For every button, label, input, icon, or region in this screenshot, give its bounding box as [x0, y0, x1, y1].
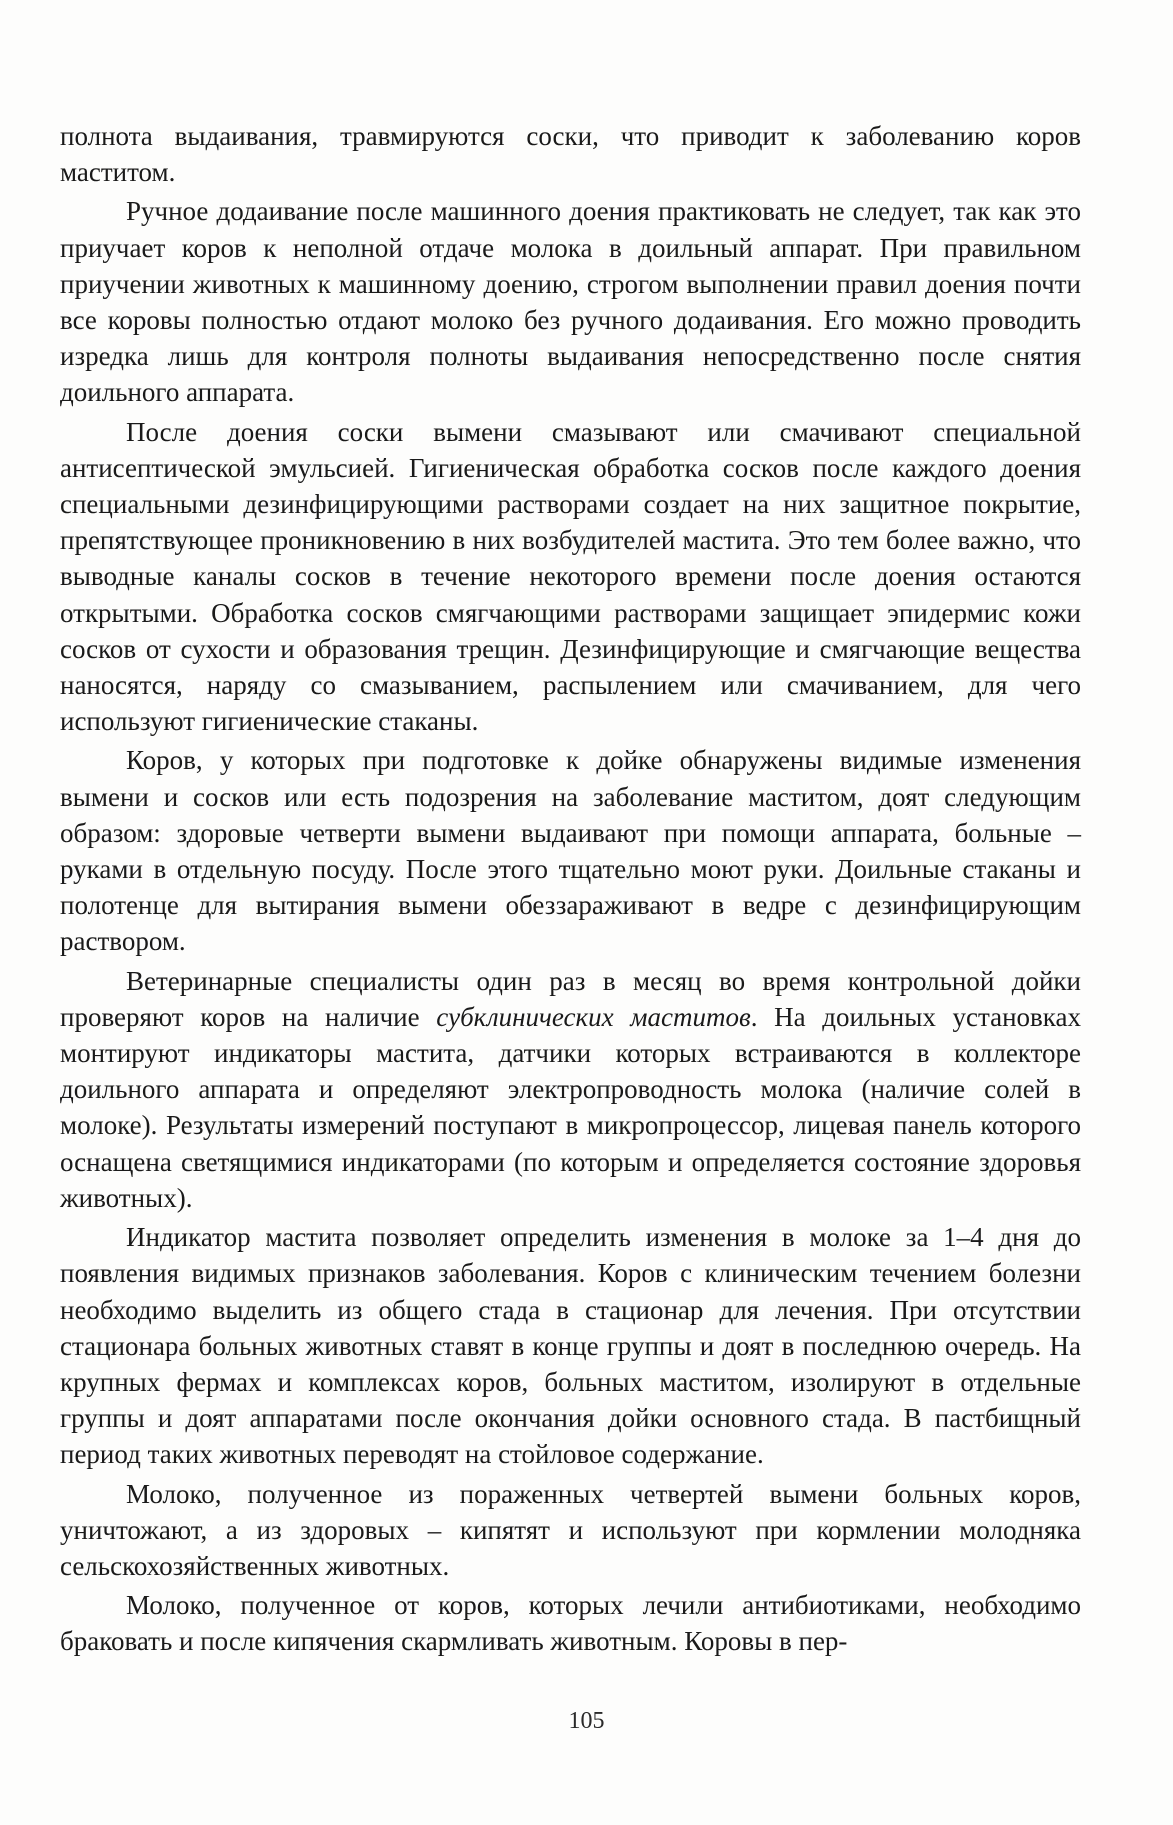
paragraph-4: Коров, у которых при подготовке к дойке обнаружены видимые изменения вымени и сосков или есть подозрения на заболевание маститом, доят следующим образом: здоровые четверти вымени выдаивают при помощи аппарата, больные – руками в отдельную посуду. После этого тщательно моют руки. Доильные стаканы и полотенце для вытирания вымени обеззараживают в ведре с дезинфицирующим раствором. — [60, 745, 1081, 957]
paragraph-5 — [60, 963, 1081, 1216]
paragraph-7: Молоко, полученное из пораженных четвертей вымени больных коров, уничтожают, а из здоровых – кипятят и используют при кормлении молодняка сельскохозяйственных животных. — [60, 1478, 1081, 1581]
paragraph-6: Индикатор мастита позволяет определить изменения в молоке за 1–4 дня до появления видимых признаков заболевания. Коров с клиническим течением болезни необходимо выделить из общего стада в стационар для лечения. При отсутствии стационара больных животных ставят в конце группы и доят в последнюю очередь. На крупных фермах и комплексах коров, больных маститом, изолируют в отдельные группы и доят аппаратами после окончания дойки основного стада. В пастбищный период таких животных переводят на стойловое содержание. — [60, 1222, 1081, 1470]
paragraph-1: полнота выдаивания, травмируются соски, что приводит к заболеванию коров маститом. — [60, 121, 1081, 188]
page-number: 105 — [568, 1708, 605, 1734]
paragraph-8: Молоко, полученное от коров, которых лечили антибиотиками, необходимо браковать и после кипячения скармливать животным. Коровы в пер- — [60, 1590, 1081, 1657]
paragraph-5-italic-term: субклинических маститов — [436, 1001, 751, 1032]
paragraph-5-after: . На доильных установках монтируют индикаторы мастита, датчики которых встраиваются в коллекторе доильного аппарата и определяют электропроводность молока (наличие солей в молоке). Результаты измерений поступают в микропроцессор, лицевая панель которого оснащена светящимися индикаторами (по которым и определяется состояние здоровья животных). — [60, 1001, 1081, 1213]
paragraph-2: Ручное додаивание после машинного доения практиковать не следует, так как это приучает коров к неполной отдаче молока в доильный аппарат. При правильном приучении животных к машинному доению, строгом выполнении правил доения почти все коровы полностью отдают молоко без ручного додаивания. Его можно проводить изредка лишь для контроля полноты выдаивания непосредственно после снятия доильного аппарата. — [60, 196, 1081, 408]
paragraph-3: После доения соски вымени смазывают или смачивают специальной антисептической эмульсией. Гигиеническая обработка сосков после каждого доения специальными дезинфицирующими растворами создает на них защитное покрытие, препятствующее проникновению в них возбудителей мастита. Это тем более важно, что выводные каналы сосков в течение некоторого времени после доения остаются открытыми. Обработка сосков смягчающими растворами защищает эпидермис кожи сосков от сухости и образования трещин. Дезинфицирующие и смягчающие вещества наносятся, наряду со смазыванием, распылением или смачиванием, для чего используют гигиенические стаканы. — [60, 416, 1081, 737]
paragraph-5-before: Ветеринарные специалисты один раз в месяц во время контрольной дойки проверяют коров на наличие — [60, 965, 1081, 1032]
body-text — [60, 118, 1081, 1663]
